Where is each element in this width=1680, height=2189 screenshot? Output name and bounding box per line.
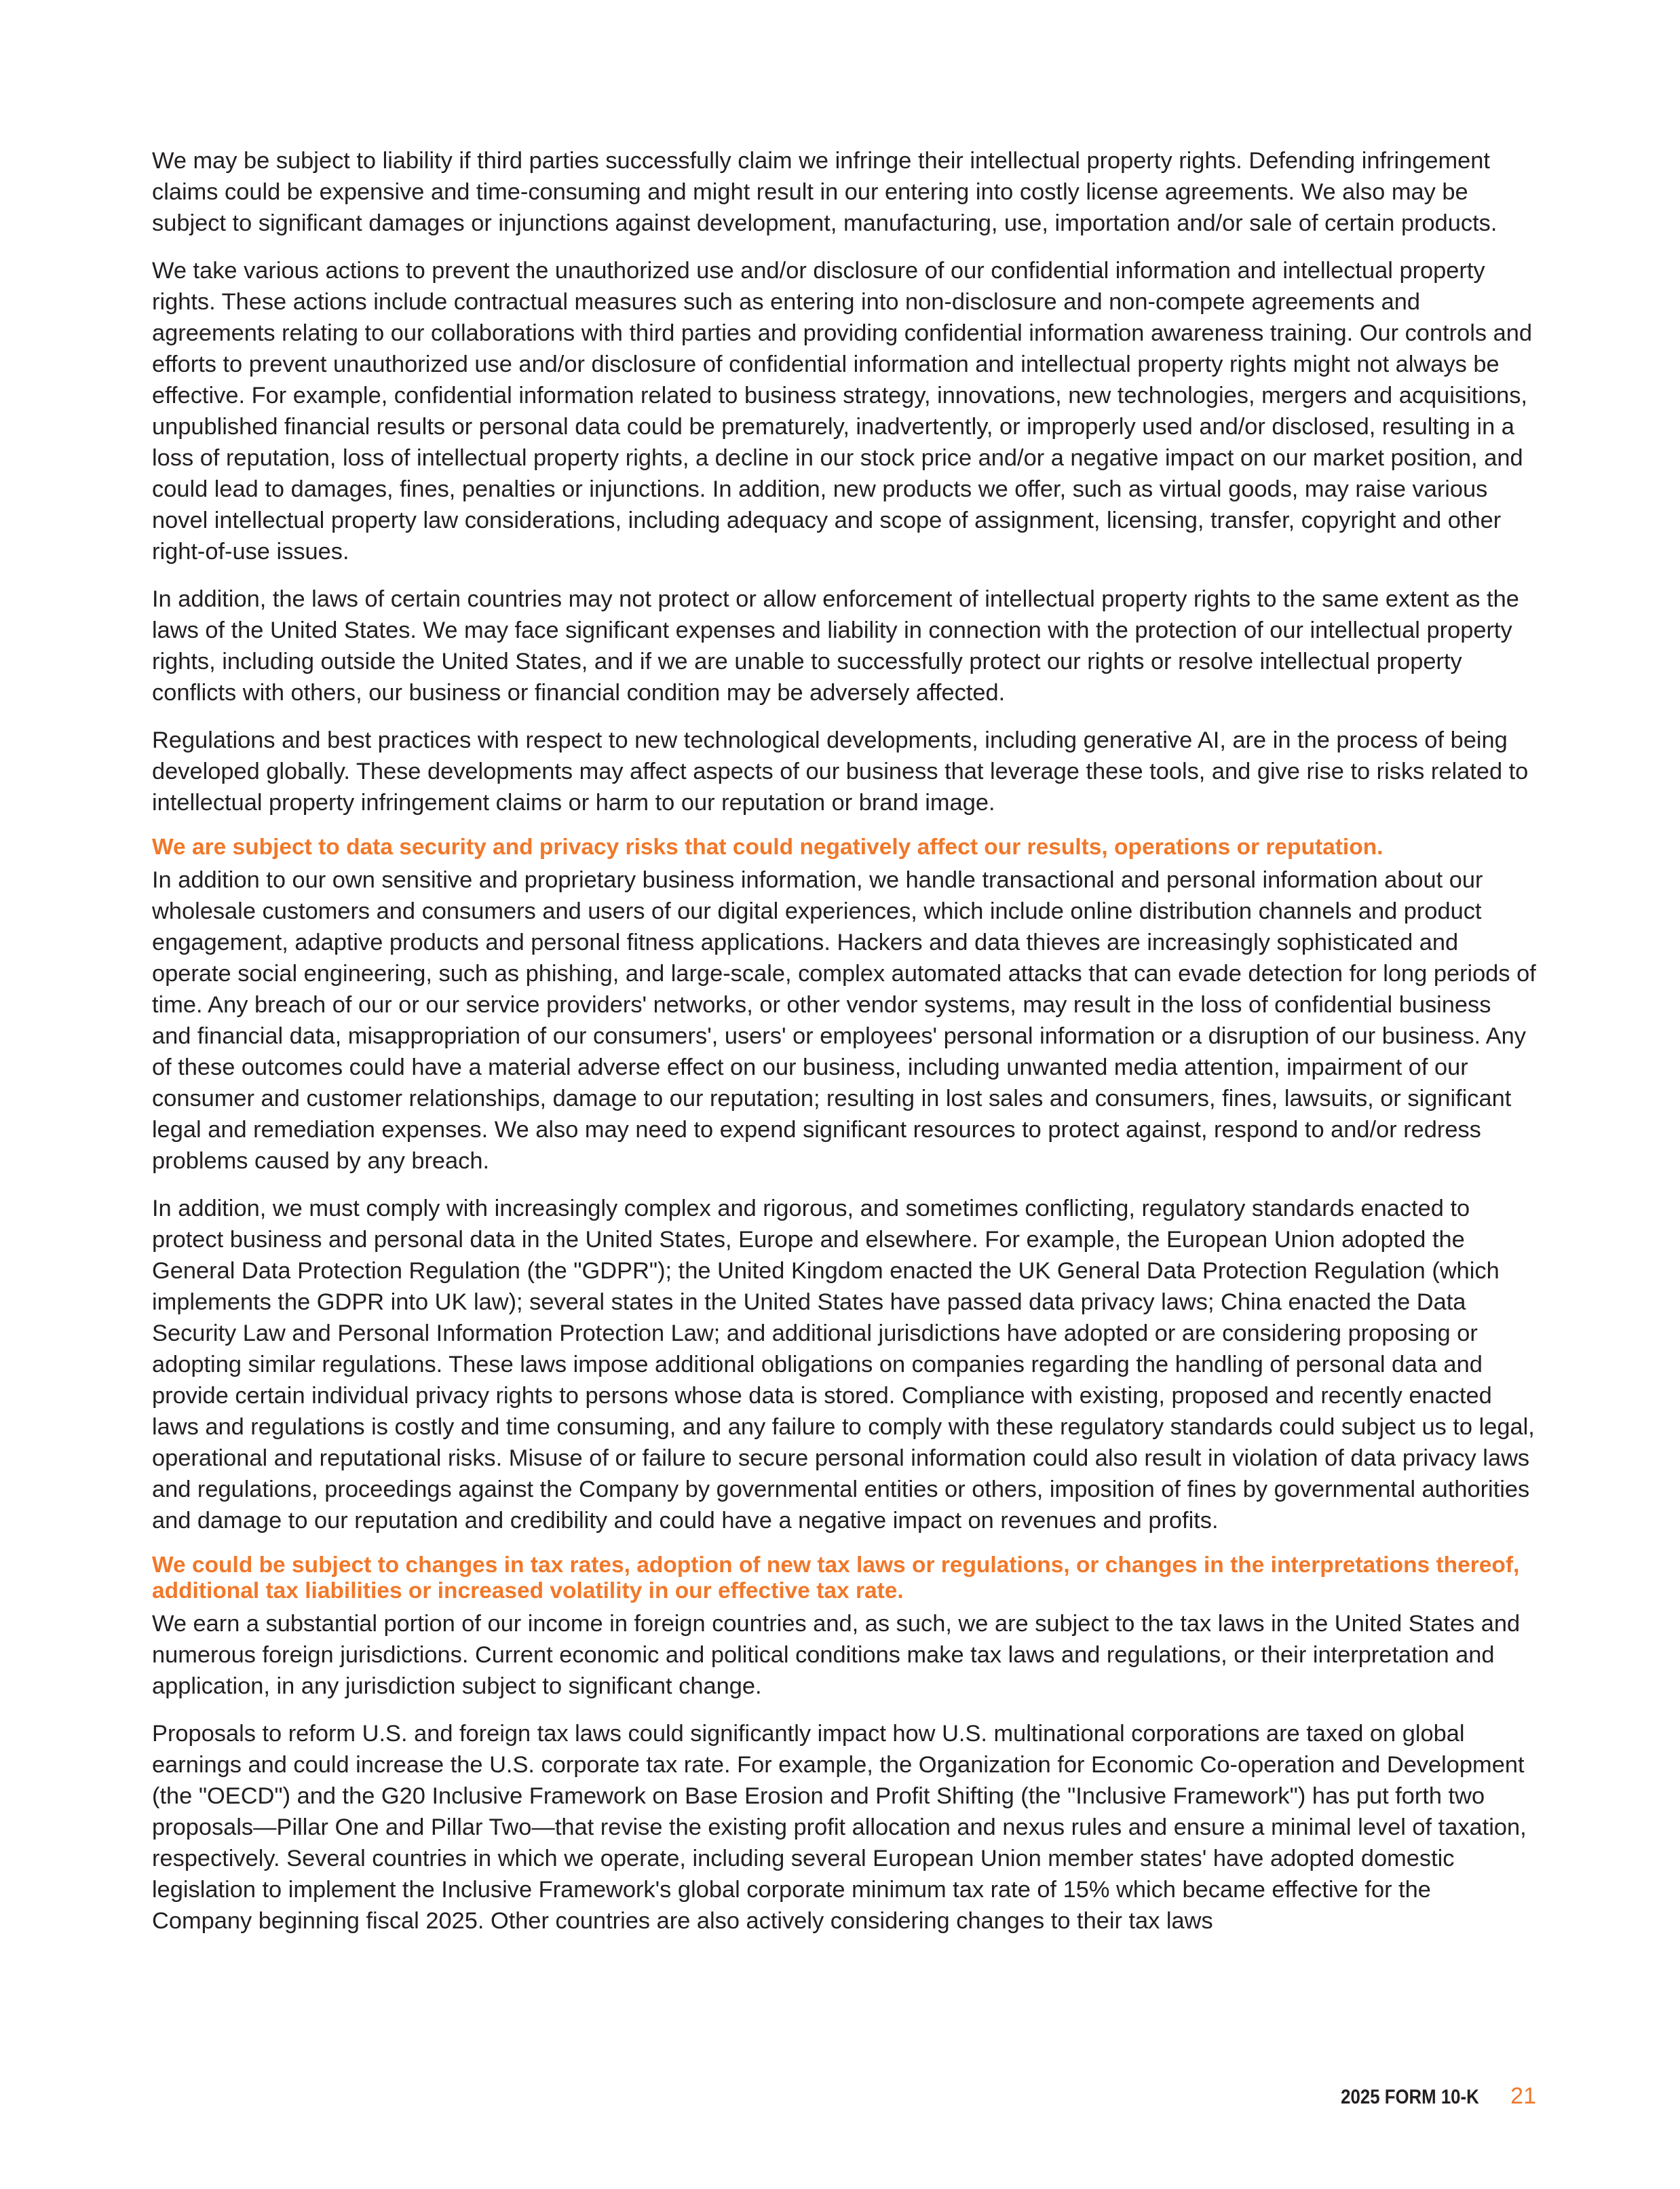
document-body xyxy=(152,145,1536,1953)
heading-data-security: We are subject to data security and privacy risks that could negatively affect our results, operations or reputation. xyxy=(152,835,1383,860)
heading-tax: We could be subject to changes in tax rates, adoption of new tax laws or regulations, or changes in the interpretations thereof, additional tax liabilities or increased volatility in our effective tax rate. xyxy=(152,1553,1520,1603)
form-label: 2025 FORM 10-K xyxy=(1341,2086,1480,2108)
paragraph-foreign-ip-laws: In addition, the laws of certain countries may not protect or allow enforcement of intellectual property rights to the same extent as the laws of the United States. We may face significant expenses and liability in connection with the protection of our intellectual property rights, including outside the United States, and if we are unable to successfully protect our rights or resolve intellectual property conflicts with others, our business or financial condition may be adversely affected. xyxy=(152,586,1519,706)
page-number: 21 xyxy=(1510,2083,1536,2109)
paragraph-privacy-regulations: In addition, we must comply with increasingly complex and rigorous, and sometimes conflicting, regulatory standards enacted to protect business and personal data in the United States, Europe and elsewhere. For example, the European Union adopted the General Data Protection Regulation (the "GDPR"); the United Kingdom enacted the UK General Data Protection Regulation (which implements the GDPR into UK law); several states in the United States have passed data privacy laws; China enacted the Data Security Law and Personal Information Protection Law; and additional jurisdictions have adopted or are considering proposing or adopting similar regulations. These laws impose additional obligations on companies regarding the handling of personal data and provide certain individual privacy rights to persons whose data is stored. Compliance with existing, proposed and recently enacted laws and regulations is costly and time consuming, and any failure to comply with these regulatory standards could subject us to legal, operational and reputational risks. Misuse of or failure to secure personal information could also result in violation of data privacy laws and regulations, proceedings against the Company by governmental entities or others, imposition of fines by governmental authorities and damage to our reputation and credibility and could have a negative impact on revenues and profits. xyxy=(152,1196,1535,1534)
paragraph-tax-reform: Proposals to reform U.S. and foreign tax laws could significantly impact how U.S. multinational corporations are taxed on global earnings and could increase the U.S. corporate tax rate. For example, the Organization for Economic Co-operation and Development (the "OECD") and the G20 Inclusive Framework on Base Erosion and Profit Shifting (the "Inclusive Framework") has put forth two proposals—Pillar One and Pillar Two—that revise the existing profit allocation and nexus rules and ensure a minimal level of taxation, respectively. Several countries in which we operate, including several European Union member states' have adopted domestic legislation to implement the Inclusive Framework's global corporate minimum tax rate of 15% which became effective for the Company beginning fiscal 2025. Other countries are also actively considering changes to their tax laws xyxy=(152,1721,1527,1934)
paragraph-ip-liability: We may be subject to liability if third parties successfully claim we infringe their intellectual property rights. Defending infringement claims could be expensive and time-consuming and might result in our entering into costly license agreements. We also may be subject to significant damages or injunctions against development, manufacturing, use, importation and/or sale of certain products. xyxy=(152,148,1497,236)
paragraph-foreign-income: We earn a substantial portion of our income in foreign countries and, as such, we are subject to the tax laws in the United States and numerous foreign jurisdictions. Current economic and political conditions make tax laws and regulations, or their interpretation and application, in any jurisdiction subject to significant change. xyxy=(152,1611,1521,1699)
paragraph-generative-ai: Regulations and best practices with respect to new technological developments, including generative AI, are in the process of being developed globally. These developments may affect aspects of our business that leverage these tools, and give rise to risks related to intellectual property infringement claims or harm to our reputation or brand image. xyxy=(152,727,1529,816)
paragraph-confidential-info: We take various actions to prevent the unauthorized use and/or disclosure of our confidential information and intellectual property rights. These actions include contractual measures such as entering into non-disclosure and non-compete agreements and agreements relating to our collaborations with third parties and providing confidential information awareness training. Our controls and efforts to prevent unauthorized use and/or disclosure of confidential information and intellectual property rights might not always be effective. For example, confidential information related to business strategy, innovations, new technologies, mergers and acquisitions, unpublished financial results or personal data could be prematurely, inadvertently, or improperly used and/or disclosed, resulting in a loss of reputation, loss of intellectual property rights, a decline in our stock price and/or a negative impact on our market position, and could lead to damages, fines, penalties or injunctions. In addition, new products we offer, such as virtual goods, may raise various novel intellectual property law considerations, including adequacy and scope of assignment, licensing, transfer, copyright and other right-of-use issues. xyxy=(152,258,1532,565)
page-footer xyxy=(1318,2083,1536,2110)
paragraph-data-breach: In addition to our own sensitive and proprietary business information, we handle transactional and personal information about our wholesale customers and consumers and users of our digital experiences, which include online distribution channels and product engagement, adaptive products and personal fitness applications. Hackers and data thieves are increasingly sophisticated and operate social engineering, such as phishing, and large-scale, complex automated attacks that can evade detection for long periods of time. Any breach of our or our service providers' networks, or other vendor systems, may result in the loss of confidential business and financial data, misappropriation of our consumers', users' or employees' personal information or a disruption of our business. Any of these outcomes could have a material adverse effect on our business, including unwanted media attention, impairment of our consumer and customer relationships, damage to our reputation; resulting in lost sales and consumers, fines, lawsuits, or significant legal and remediation expenses. We also may need to expend significant resources to protect against, respond to and/or redress problems caused by any breach. xyxy=(152,867,1536,1174)
